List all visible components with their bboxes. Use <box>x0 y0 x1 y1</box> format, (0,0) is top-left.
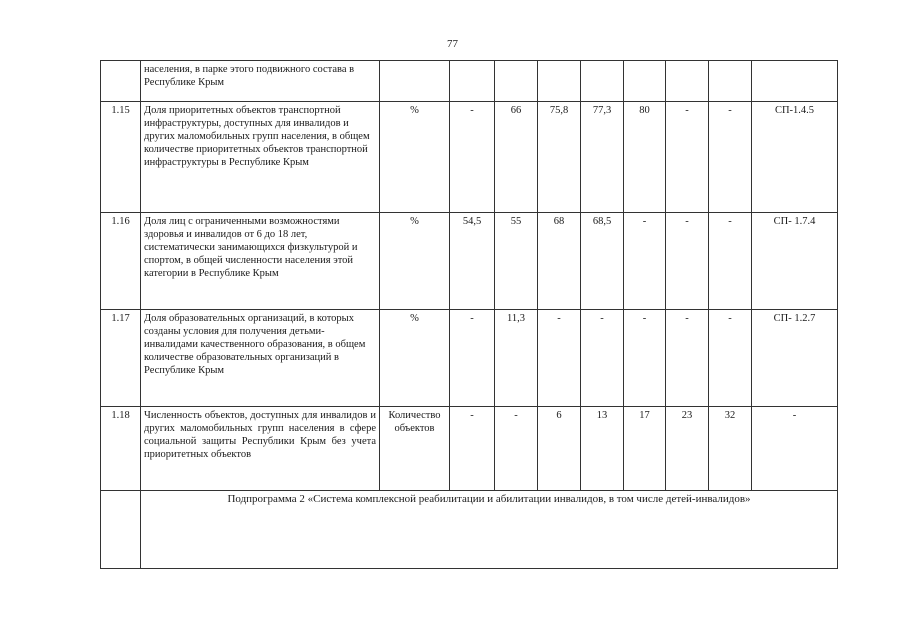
indicator-name: Доля образовательных организаций, в которых созданы условия для получения детьми-инвалидами качественного образования, в общем количестве образовательных организаций в Республике Крым <box>141 310 380 407</box>
value-cell: - <box>666 102 709 213</box>
table-row <box>101 61 838 102</box>
unit-cell: % <box>380 102 450 213</box>
value-cell: 6 <box>538 407 581 491</box>
value-cell: 32 <box>709 407 752 491</box>
value-cell: 68 <box>538 213 581 310</box>
indicator-name: населения, в парке этого подвижного состава в Республике Крым <box>141 61 380 102</box>
table-row <box>101 310 838 407</box>
table-row <box>101 407 838 491</box>
unit-cell: Количество объектов <box>380 407 450 491</box>
indicators-table <box>100 60 838 569</box>
value-cell: - <box>666 213 709 310</box>
value-cell: 23 <box>666 407 709 491</box>
subprogram-row <box>101 491 838 569</box>
indicator-name: Доля приоритетных объектов транспортной инфраструктуры, доступных для инвалидов и других маломобильных групп населения, в общем количестве приоритетных объектов транспортной инфраструктуры в Республике Крым <box>141 102 380 213</box>
value-cell: - <box>450 407 495 491</box>
code-cell: СП- 1.2.7 <box>752 310 838 407</box>
value-cell <box>624 61 666 102</box>
value-cell: 80 <box>624 102 666 213</box>
row-number: 1.15 <box>101 102 141 213</box>
value-cell: 17 <box>624 407 666 491</box>
row-number: 1.18 <box>101 407 141 491</box>
unit-cell <box>380 61 450 102</box>
value-cell: 55 <box>495 213 538 310</box>
row-number: 1.16 <box>101 213 141 310</box>
value-cell: - <box>666 310 709 407</box>
code-cell: СП-1.4.5 <box>752 102 838 213</box>
value-cell <box>581 61 624 102</box>
value-cell: - <box>624 213 666 310</box>
value-cell: - <box>450 102 495 213</box>
value-cell: - <box>495 407 538 491</box>
row-number <box>101 61 141 102</box>
subprogram-title: Подпрограмма 2 «Система комплексной реабилитации и абилитации инвалидов, в том числе детей-инвалидов» <box>141 491 838 569</box>
code-cell: СП- 1.7.4 <box>752 213 838 310</box>
value-cell: - <box>450 310 495 407</box>
value-cell: - <box>709 102 752 213</box>
value-cell: 66 <box>495 102 538 213</box>
value-cell <box>709 61 752 102</box>
code-cell <box>752 61 838 102</box>
value-cell <box>450 61 495 102</box>
value-cell: 13 <box>581 407 624 491</box>
value-cell: 68,5 <box>581 213 624 310</box>
value-cell: - <box>624 310 666 407</box>
value-cell <box>495 61 538 102</box>
unit-cell: % <box>380 213 450 310</box>
indicator-name: Численность объектов, доступных для инвалидов и других маломобильных групп населения в сфере социальной защиты Республики Крым без учета приоритетных объектов <box>141 407 380 491</box>
value-cell: - <box>709 213 752 310</box>
value-cell: - <box>581 310 624 407</box>
value-cell: 11,3 <box>495 310 538 407</box>
value-cell: 77,3 <box>581 102 624 213</box>
table-row <box>101 213 838 310</box>
indicator-name: Доля лиц с ограниченными возможностями здоровья и инвалидов от 6 до 18 лет, систематически занимающихся физкультурой и спортом, в общей численности населения этой категории в Республике Крым <box>141 213 380 310</box>
value-cell <box>666 61 709 102</box>
unit-cell: % <box>380 310 450 407</box>
value-cell: - <box>538 310 581 407</box>
value-cell: 54,5 <box>450 213 495 310</box>
code-cell: - <box>752 407 838 491</box>
value-cell <box>538 61 581 102</box>
row-number <box>101 491 141 569</box>
table-row <box>101 102 838 213</box>
page-number: 77 <box>447 38 458 50</box>
value-cell: - <box>709 310 752 407</box>
value-cell: 75,8 <box>538 102 581 213</box>
row-number: 1.17 <box>101 310 141 407</box>
